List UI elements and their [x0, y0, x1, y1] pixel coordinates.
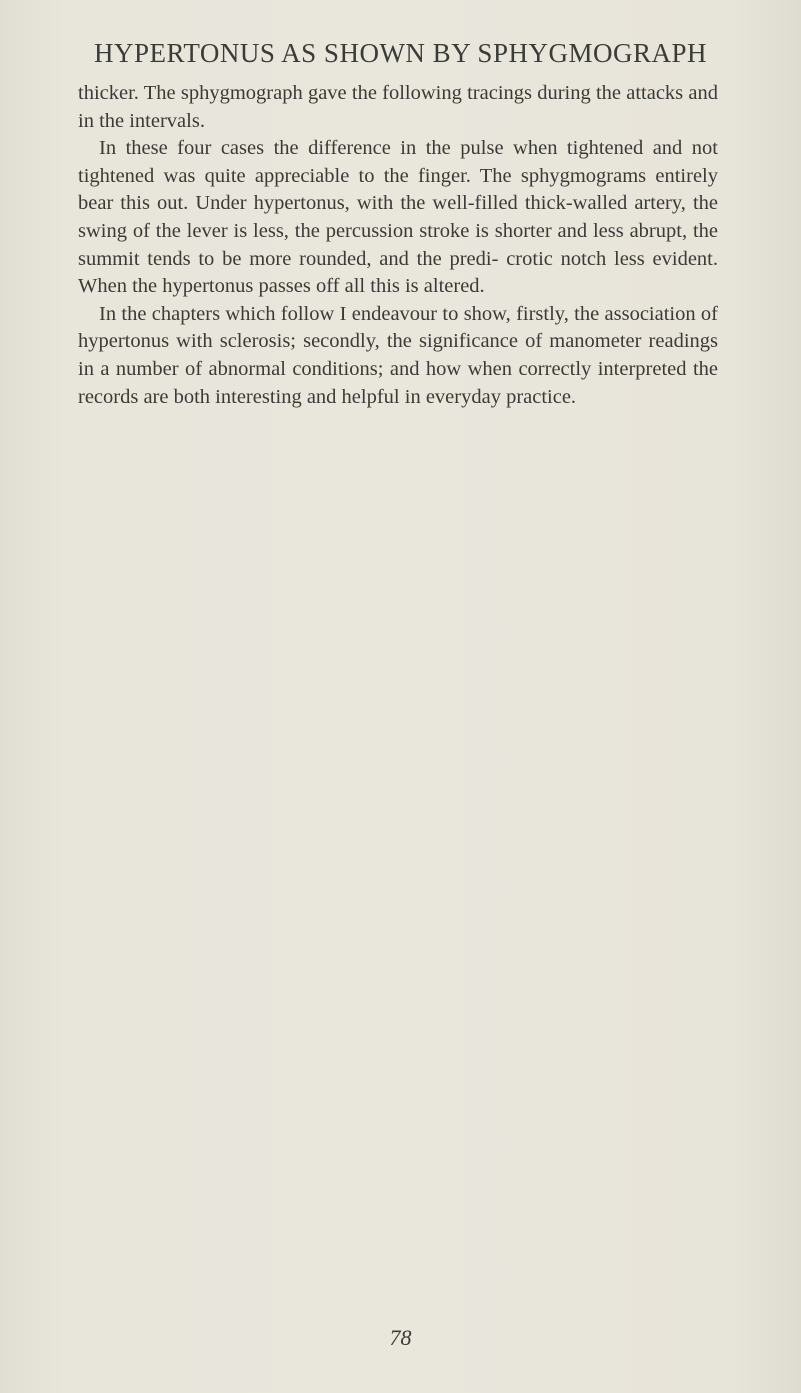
page-number: 78	[389, 1325, 412, 1350]
paragraph-pulse-comparison: In these four cases the difference in the pulse when tightened and not tightened was quite appreciable to the finger. The sphygmograms entirely bear this out. Under hypertonus, with the well-filled thick-walled artery, the swing of the lever is less, the percussion stroke is shorter and less abrupt, the summit tends to be more rounded, and the predi- crotic notch less evident. When the hypertonus passes off all this is altered.	[78, 137, 718, 298]
paragraph-chapters-outline: In the chapters which follow I endeavour to show, firstly, the association of hypertonus with sclerosis; secondly, the significance of manometer readings in a number of abnormal conditions; and how when correctly interpreted the records are both interesting and helpful in everyday practice.	[78, 302, 718, 408]
body-text	[78, 80, 718, 411]
paragraph-continuation: thicker. The sphygmograph gave the following tracings during the attacks and in the intervals.	[78, 82, 718, 132]
running-head: HYPERTONUS AS SHOWN BY SPHYGMOGRAPH	[94, 38, 707, 68]
